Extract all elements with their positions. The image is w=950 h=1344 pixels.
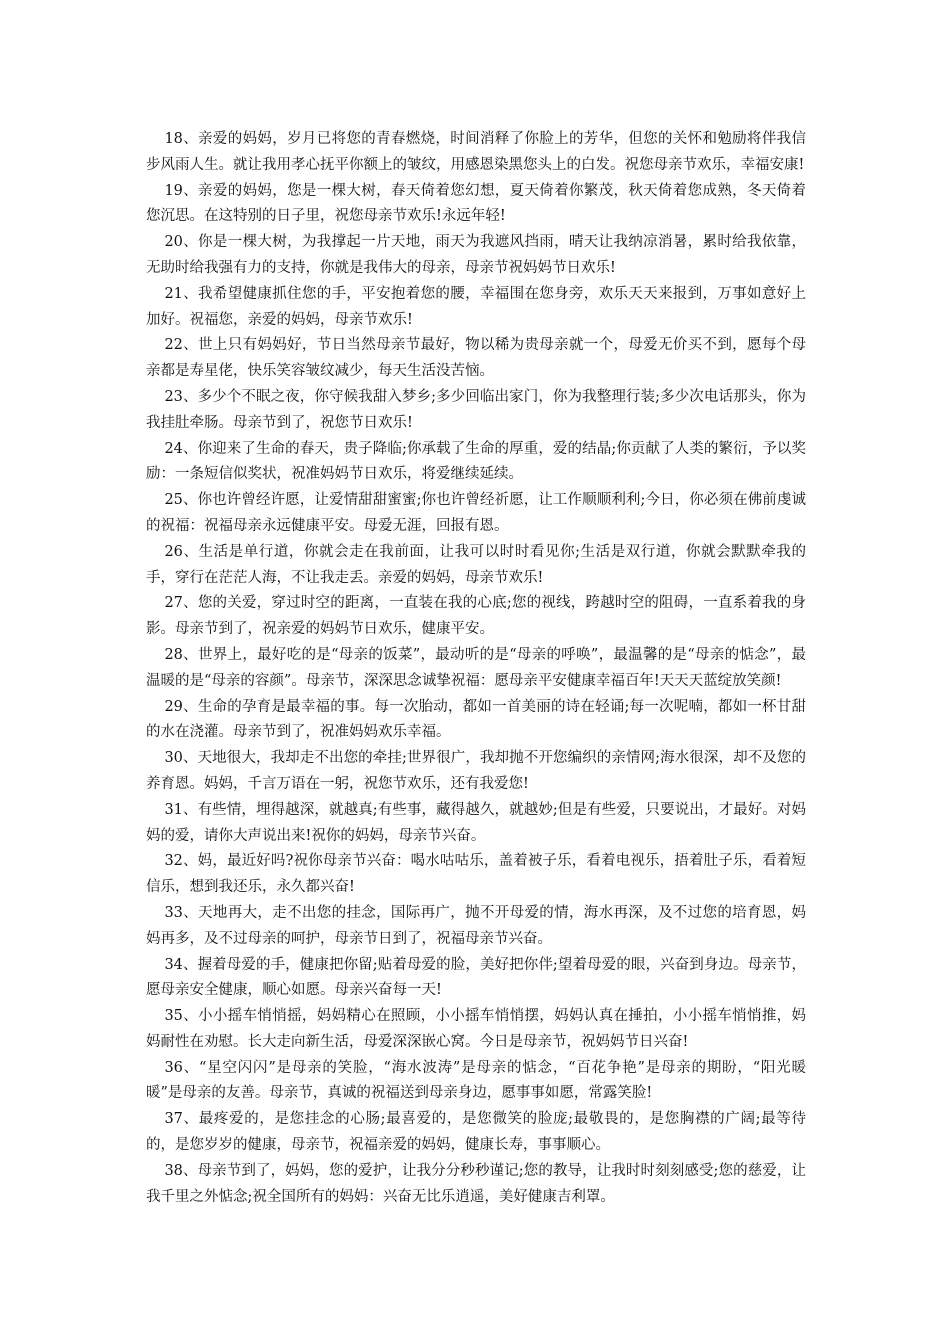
paragraph-23: 23、多少个不眠之夜，你守候我甜入梦乡;多少回临出家门，你为我整理行装;多少次电话那头，你为我挂肚牵肠。母亲节到了，祝您节日欢乐! (146, 388, 806, 431)
paragraph-21: 21、我希望健康抓住您的手，平安抱着您的腰，幸福围在您身旁，欢乐天天来报到，万事如意好上加好。祝福您，亲爱的妈妈，母亲节欢乐! (146, 285, 806, 328)
paragraph-36: 36、“星空闪闪”是母亲的笑脸，“海水波涛”是母亲的惦念，“百花争艳”是母亲的期盼，“阳光暖暖”是母亲的友善。母亲节，真诚的祝福送到母亲身边，愿事事如愿，常露笑脸! (146, 1059, 806, 1102)
paragraph-25: 25、你也许曾经许愿，让爱情甜甜蜜蜜;你也许曾经祈愿，让工作顺顺利利;今日，你必须在佛前虔诚的祝福：祝福母亲永远健康平安。母爱无涯，回报有恩。 (146, 492, 806, 534)
paragraph-19: 19、亲爱的妈妈，您是一棵大树，春天倚着您幻想，夏天倚着你繁茂，秋天倚着您成熟，冬天倚着您沉思。在这特别的日子里，祝您母亲节欢乐!永远年轻! (146, 182, 806, 225)
paragraph-18: 18、亲爱的妈妈，岁月已将您的青春燃烧，时间消释了你脸上的芳华，但您的关怀和勉励将伴我信步风雨人生。就让我用孝心抚平你额上的皱纹，用感恩染黑您头上的白发。祝您母亲节欢乐，幸福安康! (146, 131, 806, 173)
paragraph-26: 26、生活是单行道，你就会走在我前面，让我可以时时看见你;生活是双行道，你就会默默牵我的手，穿行在茫茫人海，不让我走丢。亲爱的妈妈，母亲节欢乐! (146, 543, 806, 586)
paragraph-32: 32、妈，最近好吗?祝你母亲节兴奋：喝水咕咕乐，盖着被子乐，看着电视乐，捂着肚子乐，看着短信乐，想到我还乐，永久都兴奋! (146, 853, 806, 896)
paragraph-24: 24、你迎来了生命的春天，贵子降临;你承载了生命的厚重，爱的结晶;你贡献了人类的繁衍，予以奖励：一条短信似奖状，祝准妈妈节日欢乐，将爱继续延续。 (146, 440, 806, 483)
paragraph-38: 38、母亲节到了，妈妈，您的爱护，让我分分秒秒谨记;您的教导，让我时时刻刻感受;您的慈爱，让我千里之外惦念;祝全国所有的妈妈：兴奋无比乐逍遥，美好健康吉利罩。 (146, 1162, 806, 1205)
paragraph-35: 35、小小摇车悄悄摇，妈妈精心在照顾，小小摇车悄悄摆，妈妈认真在捶拍，小小摇车悄悄推，妈妈耐性在劝慰。长大走向新生活，母爱深深嵌心窝。今日是母亲节，祝妈妈节日兴奋! (146, 1008, 806, 1050)
paragraph-22: 22、世上只有妈妈好，节日当然母亲节最好，物以稀为贵母亲就一个，母爱无价买不到，愿每个母亲都是寿星佬，快乐笑容皱纹减少，每天生活没苦恼。 (146, 337, 806, 380)
paragraph-34: 34、握着母爱的手，健康把你留;贴着母爱的脸，美好把你伴;望着母爱的眼，兴奋到身边。母亲节，愿母亲安全健康，顺心如愿。母亲兴奋每一天! (146, 956, 806, 999)
paragraph-27: 27、您的关爱，穿过时空的距离，一直装在我的心底;您的视线，跨越时空的阻碍，一直系着我的身影。母亲节到了，祝亲爱的妈妈节日欢乐，健康平安。 (146, 595, 806, 638)
paragraph-29: 29、生命的孕育是最幸福的事。每一次胎动，都如一首美丽的诗在轻诵;每一次呢喃，都如一杯甘甜的水在浇灌。母亲节到了，祝准妈妈欢乐幸福。 (146, 698, 806, 741)
document-body (146, 127, 806, 1210)
paragraph-20: 20、你是一棵大树，为我撑起一片天地，雨天为我遮风挡雨，晴天让我纳凉消暑，累时给我依靠，无助时给我强有力的支持，你就是我伟大的母亲，母亲节祝妈妈节日欢乐! (146, 234, 806, 276)
paragraph-28: 28、世界上，最好吃的是“母亲的饭菜”，最动听的是“母亲的呼唤”，最温馨的是“母亲的惦念”，最温暖的是“母亲的容颜”。母亲节，深深思念诚挚祝福：愿母亲平安健康幸福百年!天天天蓝绽放笑颜! (146, 646, 806, 689)
paragraph-31: 31、有些情，埋得越深，就越真;有些事，藏得越久，就越妙;但是有些爱，只要说出，才最好。对妈妈的爱，请你大声说出来!祝你的妈妈，母亲节兴奋。 (146, 801, 806, 844)
paragraph-37: 37、最疼爱的，是您挂念的心肠;最喜爱的，是您微笑的脸庞;最敬畏的，是您胸襟的广阔;最等待的，是您岁岁的健康，母亲节，祝福亲爱的妈妈，健康长寿，事事顺心。 (146, 1111, 806, 1154)
paragraph-30: 30、天地很大，我却走不出您的牵挂;世界很广，我却抛不开您编织的亲情网;海水很深，却不及您的养育恩。妈妈，千言万语在一躬，祝您节欢乐，还有我爱您! (146, 750, 806, 792)
paragraph-33: 33、天地再大，走不出您的挂念，国际再广，抛不开母爱的情，海水再深，及不过您的培育恩，妈妈再多，及不过母亲的呵护，母亲节日到了，祝福母亲节兴奋。 (146, 904, 806, 947)
